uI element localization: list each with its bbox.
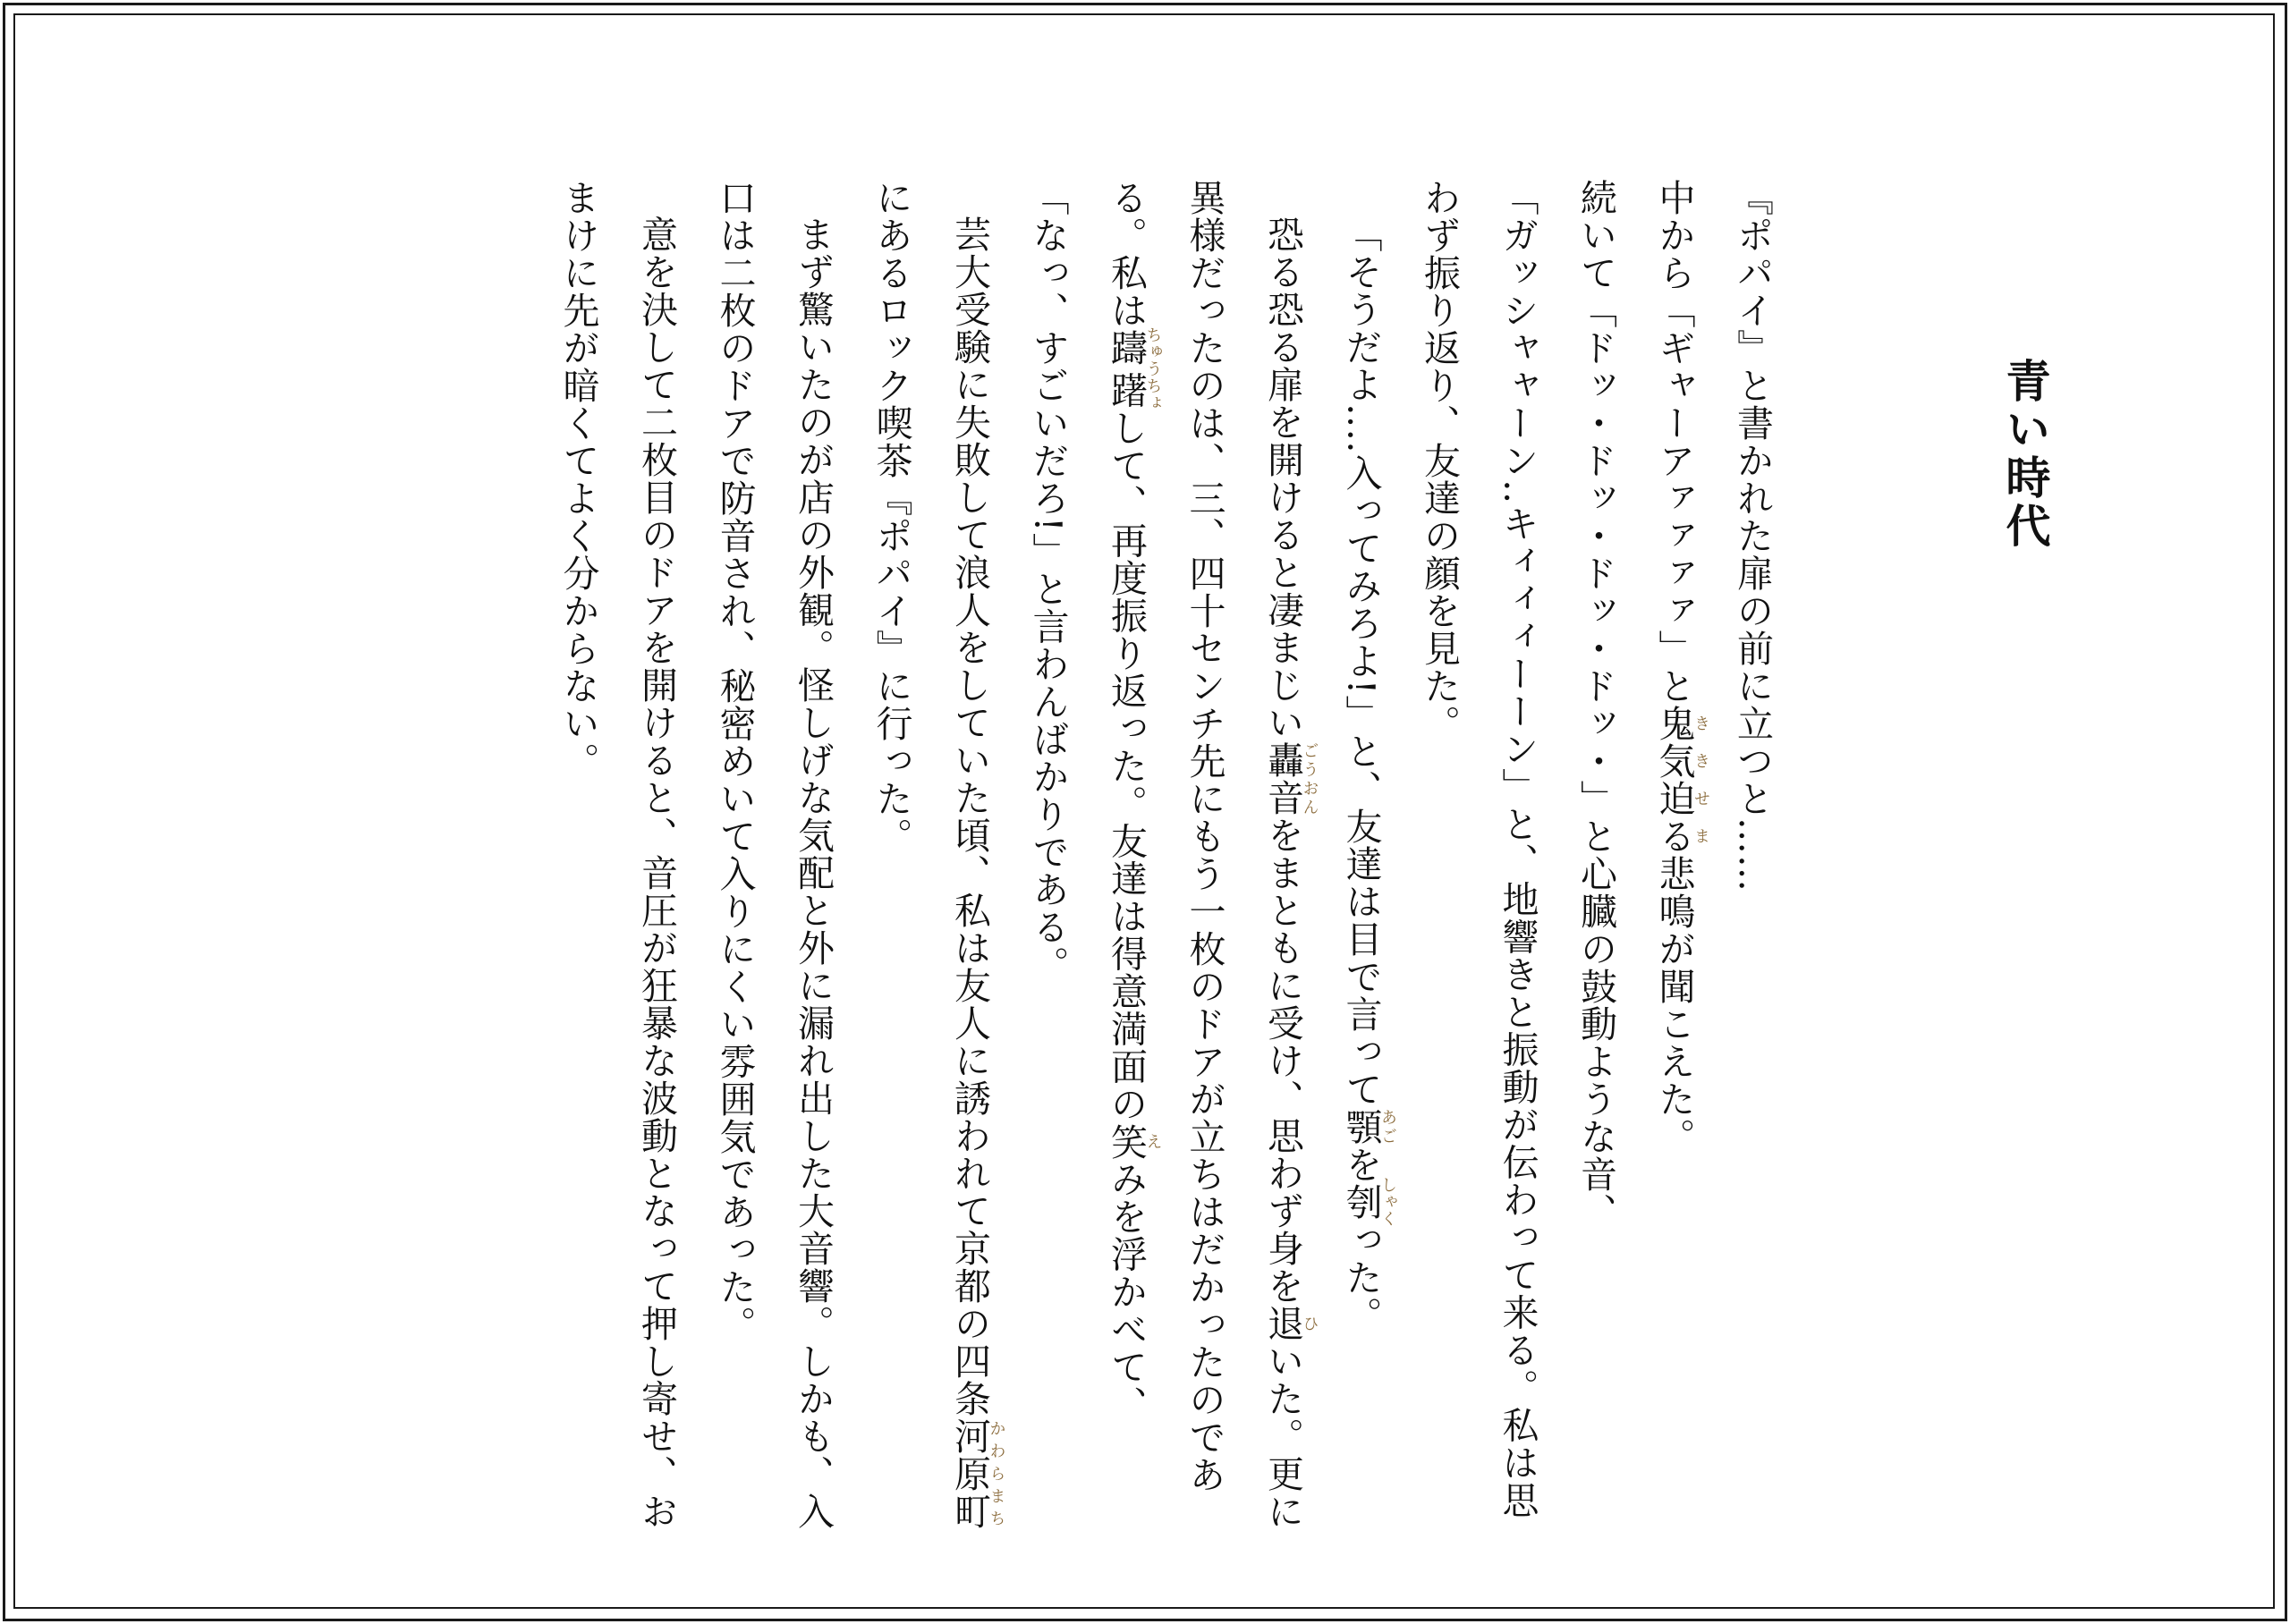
furigana-reading: ごうおん: [1300, 741, 1319, 816]
furigana-reading: かわらまち: [987, 1417, 1006, 1530]
furigana-reading: ききせま: [1692, 705, 1710, 855]
furigana-reading: え: [1143, 1122, 1163, 1161]
furigana-ruby: 躊躇ちゅうちょ: [1105, 326, 1163, 412]
furigana-ruby: 刳しゃく: [1339, 1176, 1397, 1228]
paragraph: 「ガッシャャーン‥キィィィーーン」と、地響きと振動が伝わって来る。私は思わず振り返り、友達の顔を見た。: [1418, 179, 1539, 1519]
furigana-reading: ちゅうちょ: [1143, 326, 1163, 412]
paragraph: 『ポパイ』と書かれた扉の前に立つと……: [1731, 179, 1774, 892]
furigana-ruby: 鬼気迫るききせま: [1652, 705, 1710, 855]
paragraph: 恐る恐る扉を開けると凄まじい轟音ごうおんをまともに受け、思わず身を退ひいた。更に異様だったのは、三、四十センチ先にもう一枚のドアが立ちはだかったのである。私は躊躇ちゅうちょして、再度振り返った。友達は得意満面の笑えみを浮かべて、: [1105, 179, 1319, 1530]
paragraph: 中から「ギャーアァァァァ」と鬼気迫るききせま悲鳴が聞こえた。: [1652, 179, 1710, 1155]
paragraph: 「そうだよ‥‥入ってみろよ!」と、友達は目で言って顎あごを刳しゃくった。: [1339, 216, 1397, 1334]
paragraph: 続いて「ドッ・ドッ・ドッ・ドッ・」と心臓の鼓動ような音、: [1574, 179, 1617, 1231]
vertical-body-text: [252, 179, 1791, 1556]
furigana-ruby: 轟音ごうおん: [1261, 741, 1319, 816]
page-title: 青い時代: [1998, 358, 2052, 551]
furigana-ruby: 退ひ: [1261, 1305, 1319, 1342]
furigana-reading: しゃく: [1378, 1176, 1397, 1228]
paragraph: まず驚いたのが店の外観。怪しげな気配と外に漏れ出した大音響。しかも、入口は二枚のドアで防音され、秘密めいて入りにくい雰囲気であった。: [713, 179, 835, 1530]
furigana-reading: あご: [1378, 1108, 1397, 1146]
paragraph: 芸大受験に失敗して浪人をしていた頃、私は友人に誘われて京都の四条河原町かわらまちにあるロック喫茶『ポパイ』に行った。: [869, 179, 1006, 1530]
furigana-ruby: 河原町かわらまち: [948, 1417, 1006, 1530]
furigana-ruby: 笑え: [1105, 1122, 1163, 1161]
paragraph: 意を決して二枚目のドアを開けると、音圧が狂暴な波動となって押し寄せ、おまけに先が暗くてよく分からない。: [556, 179, 678, 1530]
paragraph: 「なっ、すごいだろ!」と言わんばかりである。: [1026, 179, 1070, 984]
furigana-ruby: 顎あご: [1339, 1108, 1397, 1146]
furigana-reading: ひ: [1300, 1305, 1319, 1342]
